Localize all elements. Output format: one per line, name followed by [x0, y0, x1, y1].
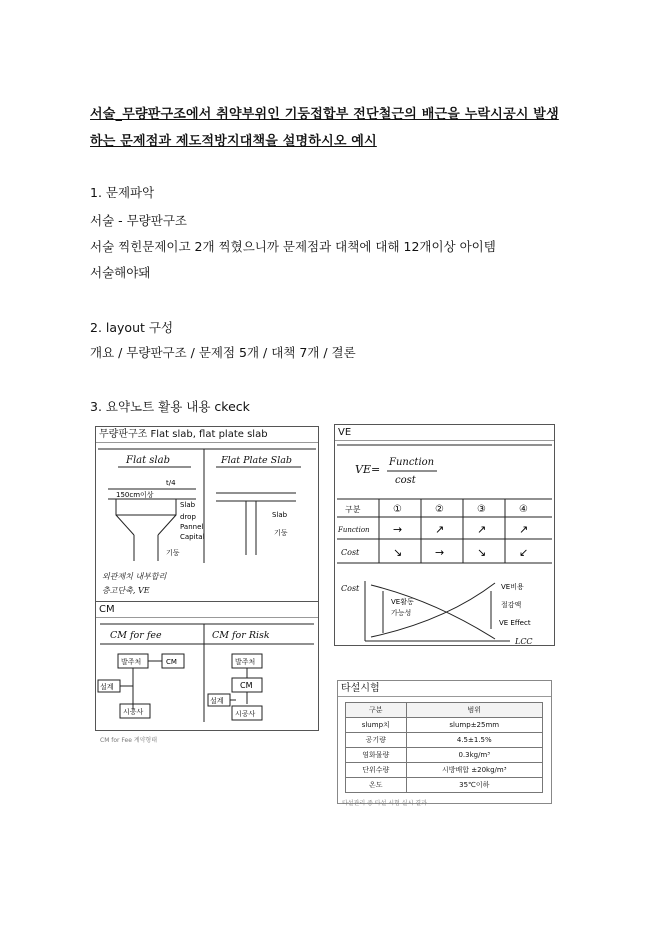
ve-col-4: ④	[519, 504, 528, 515]
ve-col-3: ③	[477, 504, 486, 515]
table-cell: 0.3kg/m³	[406, 748, 542, 763]
cm-sketch	[96, 618, 318, 744]
ve-note-header: VE	[335, 425, 554, 441]
flat-footnote-1: 외관제치 내부합리	[102, 572, 167, 581]
ve-graph-x-label: LCC	[515, 637, 533, 646]
table-row	[346, 748, 543, 763]
ve-cost-arrow-2: →	[435, 546, 445, 559]
contractor-box: 시공사	[123, 708, 144, 716]
flat-footnote-2: 층고단축, VE	[102, 586, 150, 595]
tasul-cutoff-text: 타설관리 중 타설 시험 실시 결과	[342, 800, 427, 807]
flat-slab-note	[95, 426, 319, 603]
table-header-cell: 범위	[406, 703, 542, 718]
section1-line3: 서술해야돼	[90, 265, 151, 280]
table-header-row	[346, 703, 543, 718]
table-cell: 온도	[346, 778, 407, 793]
tasul-test-header: 타설시험	[338, 681, 551, 697]
slab-label-2: Slab	[272, 511, 288, 519]
ve-cost-arrow-1: ↘	[393, 546, 403, 559]
tasul-test-table	[345, 702, 543, 793]
table-cell: 단위수량	[346, 763, 407, 778]
cm-box: CM	[166, 658, 177, 666]
ve-graph-left-label-2: 가능성	[391, 609, 412, 617]
slab-label: Slab	[180, 501, 196, 509]
ve-col-2: ②	[435, 504, 444, 515]
ve-function-arrow-4: ↗	[519, 523, 529, 536]
ve-graph-right-2: 절감액	[501, 601, 522, 609]
flat-slab-label: Flat slab	[126, 455, 170, 466]
column-label-2: 기둥	[274, 529, 288, 537]
table-cell: 4.5±1.5%	[406, 733, 542, 748]
ve-col-header: 구분	[345, 505, 361, 514]
section1-line2: 서술 찍힌문제이고 2개 찍혔으니까 문제점과 대책에 대해 12개이상 아이템	[90, 239, 496, 254]
ve-function-arrow-2: ↗	[435, 523, 445, 536]
ve-sketch	[335, 441, 554, 646]
table-cell: slump치	[346, 718, 407, 733]
ve-graph-right-1: VE비용	[501, 583, 524, 591]
ve-graph-y-label: Cost	[341, 584, 360, 593]
cm-note	[95, 601, 319, 744]
ve-cost-arrow-3: ↘	[477, 546, 487, 559]
capital-label: Capital	[180, 533, 205, 541]
ve-row-cost: Cost	[341, 548, 360, 557]
ve-row-function: Function	[338, 526, 370, 534]
ve-col-1: ①	[393, 504, 402, 515]
t150-label: 150cm이상	[116, 491, 154, 499]
owner-box-2: 발주처	[235, 658, 256, 666]
section1-heading: 1. 문제파악	[90, 185, 155, 200]
ve-cost-arrow-4: ↙	[519, 546, 529, 559]
design-box-2: 설계	[210, 697, 224, 705]
table-cell: 시방배합 ±20kg/m³	[406, 763, 542, 778]
table-cell: 35℃이하	[406, 778, 542, 793]
table-cell: slump±25mm	[406, 718, 542, 733]
cm-for-risk-label: CM for Risk	[212, 630, 270, 641]
flat-slab-sketch	[96, 443, 318, 603]
flat-plate-slab-label: Flat Plate Slab	[221, 455, 292, 466]
table-row	[346, 778, 543, 793]
ve-function-arrow-1: →	[393, 523, 403, 536]
flat-slab-note-header: 무량판구조 Flat slab, flat plate slab	[96, 427, 318, 443]
ve-graph-right-3: VE Effect	[499, 619, 531, 627]
design-box: 설계	[100, 683, 114, 691]
cm-box-2: CM	[240, 681, 253, 690]
ve-note	[334, 424, 555, 646]
column-label: 기둥	[166, 549, 180, 557]
document-title: 서술_무량판구조에서 취약부위인 기둥접합부 전단철근의 배근을 누락시공시 발생하는 문제점과 제도적방지대책을 설명하시오 예시	[90, 107, 559, 149]
ve-graph-left-label: VE활동	[391, 598, 414, 606]
ve-formula-label: VE=	[355, 463, 381, 476]
contractor-box-2: 시공사	[235, 710, 256, 718]
table-row	[346, 763, 543, 778]
tasul-test-note	[337, 680, 552, 807]
table-header-cell: 구분	[346, 703, 407, 718]
panel-label: Pannel	[180, 523, 204, 531]
ve-denominator: cost	[395, 475, 416, 486]
section2-line1: 개요 / 무량판구조 / 문제점 5개 / 대책 7개 / 결론	[90, 345, 356, 360]
table-cell: 공기량	[346, 733, 407, 748]
cm-cutoff-text: CM for Fee 계약형태	[100, 737, 158, 744]
section3-heading: 3. 요약노트 활용 내용 ckeck	[90, 399, 250, 414]
t-quarter-label: t/4	[166, 479, 176, 487]
ve-numerator: Function	[389, 457, 435, 468]
owner-box: 발주처	[121, 658, 142, 666]
table-cell: 염화물량	[346, 748, 407, 763]
section2-heading: 2. layout 구성	[90, 320, 174, 335]
cm-for-fee-label: CM for fee	[110, 630, 162, 641]
table-row	[346, 718, 543, 733]
drop-label: drop	[180, 513, 196, 521]
cm-note-header: CM	[96, 602, 318, 618]
section1-line1: 서술 - 무량판구조	[90, 213, 187, 228]
ve-function-arrow-3: ↗	[477, 523, 487, 536]
table-row	[346, 733, 543, 748]
